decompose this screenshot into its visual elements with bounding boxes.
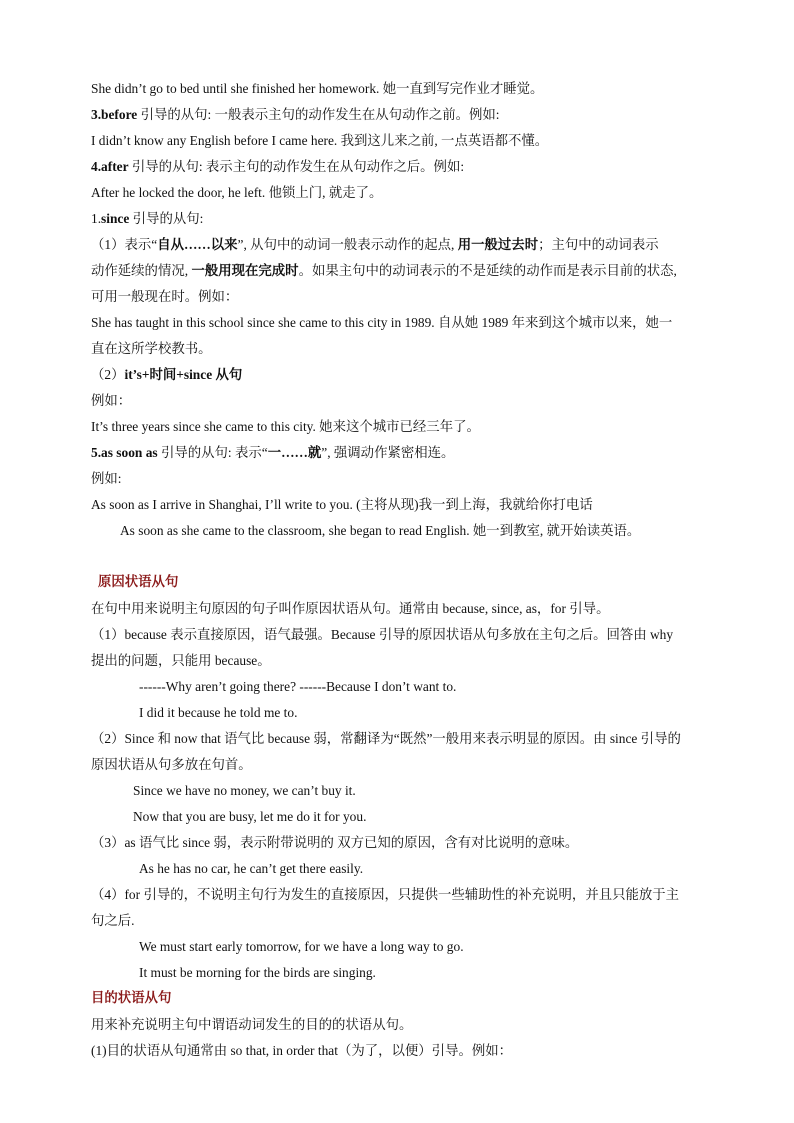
text-line (91, 444, 454, 462)
text-segment: （2） (91, 367, 125, 382)
text-segment: It’s three years since she came to this city. 她来这个城市已经三年了。 (91, 419, 480, 434)
text-line (91, 938, 464, 956)
text-segment: I didn’t know any English before I came here. 我到这儿来之前, 一点英语都不懂。 (91, 133, 549, 148)
text-segment: As soon as she came to the classroom, she began to read English. 她一到教室, 就开始读英语。 (120, 523, 641, 538)
text-line (91, 756, 252, 774)
text-segment: （1）表示“ (91, 237, 158, 252)
text-line (91, 314, 672, 332)
text-segment: ；主句中的动词表示 (538, 237, 659, 252)
text-line (91, 1042, 512, 1060)
text-line (91, 834, 578, 852)
text-line (91, 236, 659, 254)
text-line (91, 418, 480, 436)
text-line (91, 964, 376, 982)
text-line (91, 1016, 412, 1034)
text-line (91, 886, 679, 904)
text-segment: I did it because he told me to. (139, 705, 298, 720)
text-segment: ”, 从句中的动词一般表示动作的起点, (237, 237, 458, 252)
text-segment: 可用一般现在时。例如： (91, 289, 239, 304)
text-segment: 提出的问题，只能用 because。 (91, 653, 271, 668)
text-line (91, 106, 500, 124)
text-line (91, 340, 212, 358)
text-segment: （3）as 语气比 since 弱，表示附带说明的 双方已知的原因，含有对比说明的意味。 (91, 835, 579, 850)
text-segment: ------Why aren’t going there? ------Because I don’t want to. (139, 679, 457, 694)
text-segment: 动作延续的情况, (91, 263, 192, 278)
text-segment: since (101, 211, 130, 226)
text-line (91, 132, 548, 150)
text-segment: 引导的从句: (129, 211, 204, 226)
text-line (91, 860, 363, 878)
text-line (91, 366, 242, 384)
text-segment: 一……就 (267, 445, 322, 460)
text-line (91, 184, 382, 202)
text-line (91, 262, 677, 280)
text-segment: After he locked the door, he left. 他锁上门, 就走了。 (91, 185, 383, 200)
text-line (91, 158, 464, 176)
text-line (91, 80, 543, 98)
text-segment: 引导的从句: 表示“ (157, 445, 268, 460)
text-line (91, 626, 673, 644)
text-segment: 4.after (91, 159, 129, 174)
text-segment: Since we have no money, we can’t buy it. (133, 783, 356, 798)
text-segment: （4）for 引导的，不说明主句行为发生的直接原因，只提供一些辅助性的补充说明，并且只能放于主 (91, 887, 680, 902)
section-heading-purpose: 目的状语从句 (91, 991, 172, 1006)
text-segment: 例如： (91, 393, 132, 408)
text-segment: We must start early tomorrow, for we have a long way to go. (139, 939, 464, 954)
text-segment: 原因状语从句多放在句首。 (91, 757, 252, 772)
text-line (91, 210, 203, 228)
text-line (91, 730, 681, 748)
text-line (91, 600, 609, 618)
text-line (91, 496, 593, 514)
text-line (91, 912, 135, 930)
text-segment: She didn’t go to bed until she finished her homework. 她一直到写完作业才睡觉。 (91, 81, 544, 96)
text-segment: 直在这所学校教书。 (91, 341, 212, 356)
section-heading-cause: 原因状语从句 (98, 575, 179, 590)
text-segment: 。如果主句中的动词表示的不是延续的动作而是表示目前的状态, (298, 263, 677, 278)
text-segment: She has taught in this school since she came to this city in 1989. 自从她 1989 年来到这个城市以来，她一 (91, 315, 673, 330)
text-segment: 引导的从句: 一般表示主句的动作发生在从句动作之前。例如: (137, 107, 500, 122)
text-segment: （1）because 表示直接原因，语气最强。Because 引导的原因状语从句多放在主句之后。回答由 why (91, 627, 674, 642)
text-line (91, 392, 131, 410)
text-segment: 用一般过去时 (457, 237, 539, 252)
text-line (91, 652, 271, 670)
text-segment: ”, 强调动作紧密相连。 (321, 445, 455, 460)
text-segment: 5.as soon as (91, 445, 158, 460)
text-segment: It must be morning for the birds are singing. (139, 965, 376, 980)
text-segment: 用来补充说明主句中谓语动词发生的目的的状语从句。 (91, 1017, 413, 1032)
text-segment: 3.before (91, 107, 138, 122)
text-segment: As he has no car, he can’t get there easily. (139, 861, 364, 876)
text-segment: 一般用现在完成时 (191, 263, 299, 278)
text-line (91, 678, 456, 696)
text-segment: 自从……以来 (157, 237, 238, 252)
text-segment: 例如: (91, 471, 122, 486)
text-line (91, 470, 122, 488)
text-line (91, 704, 297, 722)
text-line (91, 782, 356, 800)
text-segment: As soon as I arrive in Shanghai, I’ll write to you. (主将从现)我一到上海，我就给你打电话 (91, 497, 593, 512)
text-line (91, 288, 238, 306)
text-segment: 在句中用来说明主句原因的句子叫作原因状语从句。通常由 because, since, as，for 引导。 (91, 601, 610, 616)
text-segment: 引导的从句: 表示主句的动作发生在从句动作之后。例如: (128, 159, 465, 174)
text-segment: 1. (91, 211, 102, 226)
text-segment: (1)目的状语从句通常由 so that, in order that（为了，以便）引导。例如： (91, 1043, 513, 1058)
text-segment: it’s+时间+since 从句 (124, 367, 243, 382)
text-segment: Now that you are busy, let me do it for you. (133, 809, 367, 824)
text-segment: （2）Since 和 now that 语气比 because 弱，常翻译为“既然”一般用来表示明显的原因。由 since 引导的 (91, 731, 681, 746)
text-segment: 句之后. (91, 913, 135, 928)
text-line (91, 808, 366, 826)
text-line (91, 522, 640, 540)
